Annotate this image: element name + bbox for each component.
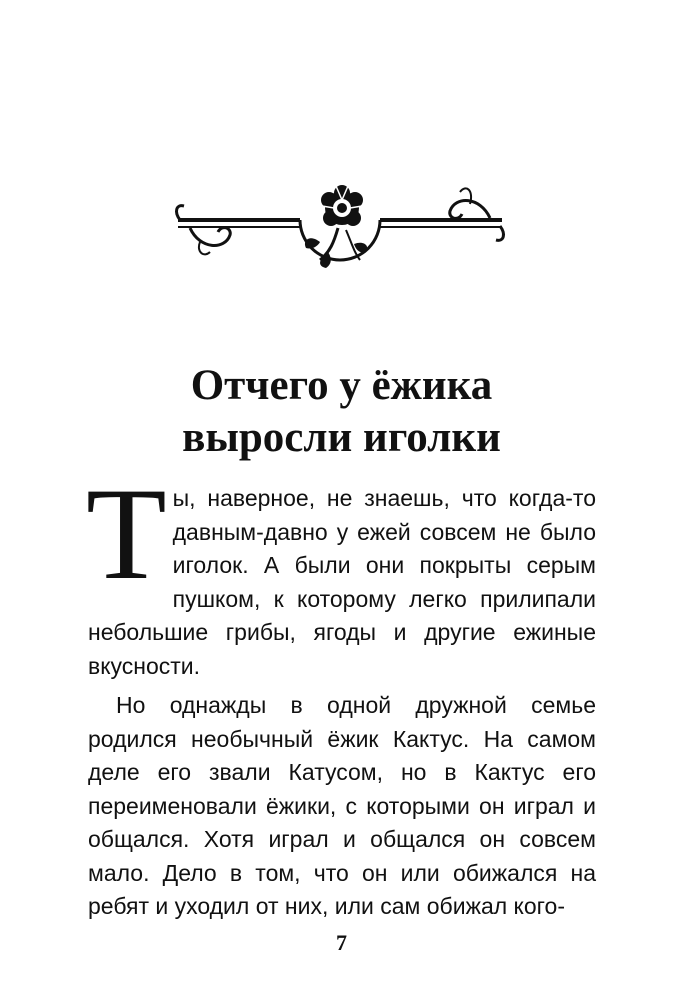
- chapter-title: [0, 360, 683, 464]
- floral-divider-icon: [170, 180, 510, 280]
- page-number: 7: [336, 930, 347, 955]
- paragraph-2: Но однажды в одной дружной семье родился необычный ёжик Кактус. На самом деле его звали Катусом, но в Кактус его переименовали ёжики, с которыми он играл и общался. Хотя играл и общался он совсем мало. Дело в том, что он или обижался на ребят и уходил от них, или сам обижал кого-: [88, 692, 596, 919]
- paragraph-1-text: ы, наверное, не знаешь, что когда-то давным-давно у ежей совсем не было иголок. А были они покрыты серым пушком, к которому легко прилипали небольшие грибы, ягоды и другие ежиные вкусности.: [88, 485, 596, 679]
- drop-cap: Т: [86, 460, 167, 607]
- paragraph-1: [86, 460, 596, 683]
- chapter-title-line-2: выросли иголки: [182, 414, 501, 461]
- chapter-title-line-1: Отчего у ёжика: [190, 362, 493, 409]
- chapter-body: [86, 460, 596, 924]
